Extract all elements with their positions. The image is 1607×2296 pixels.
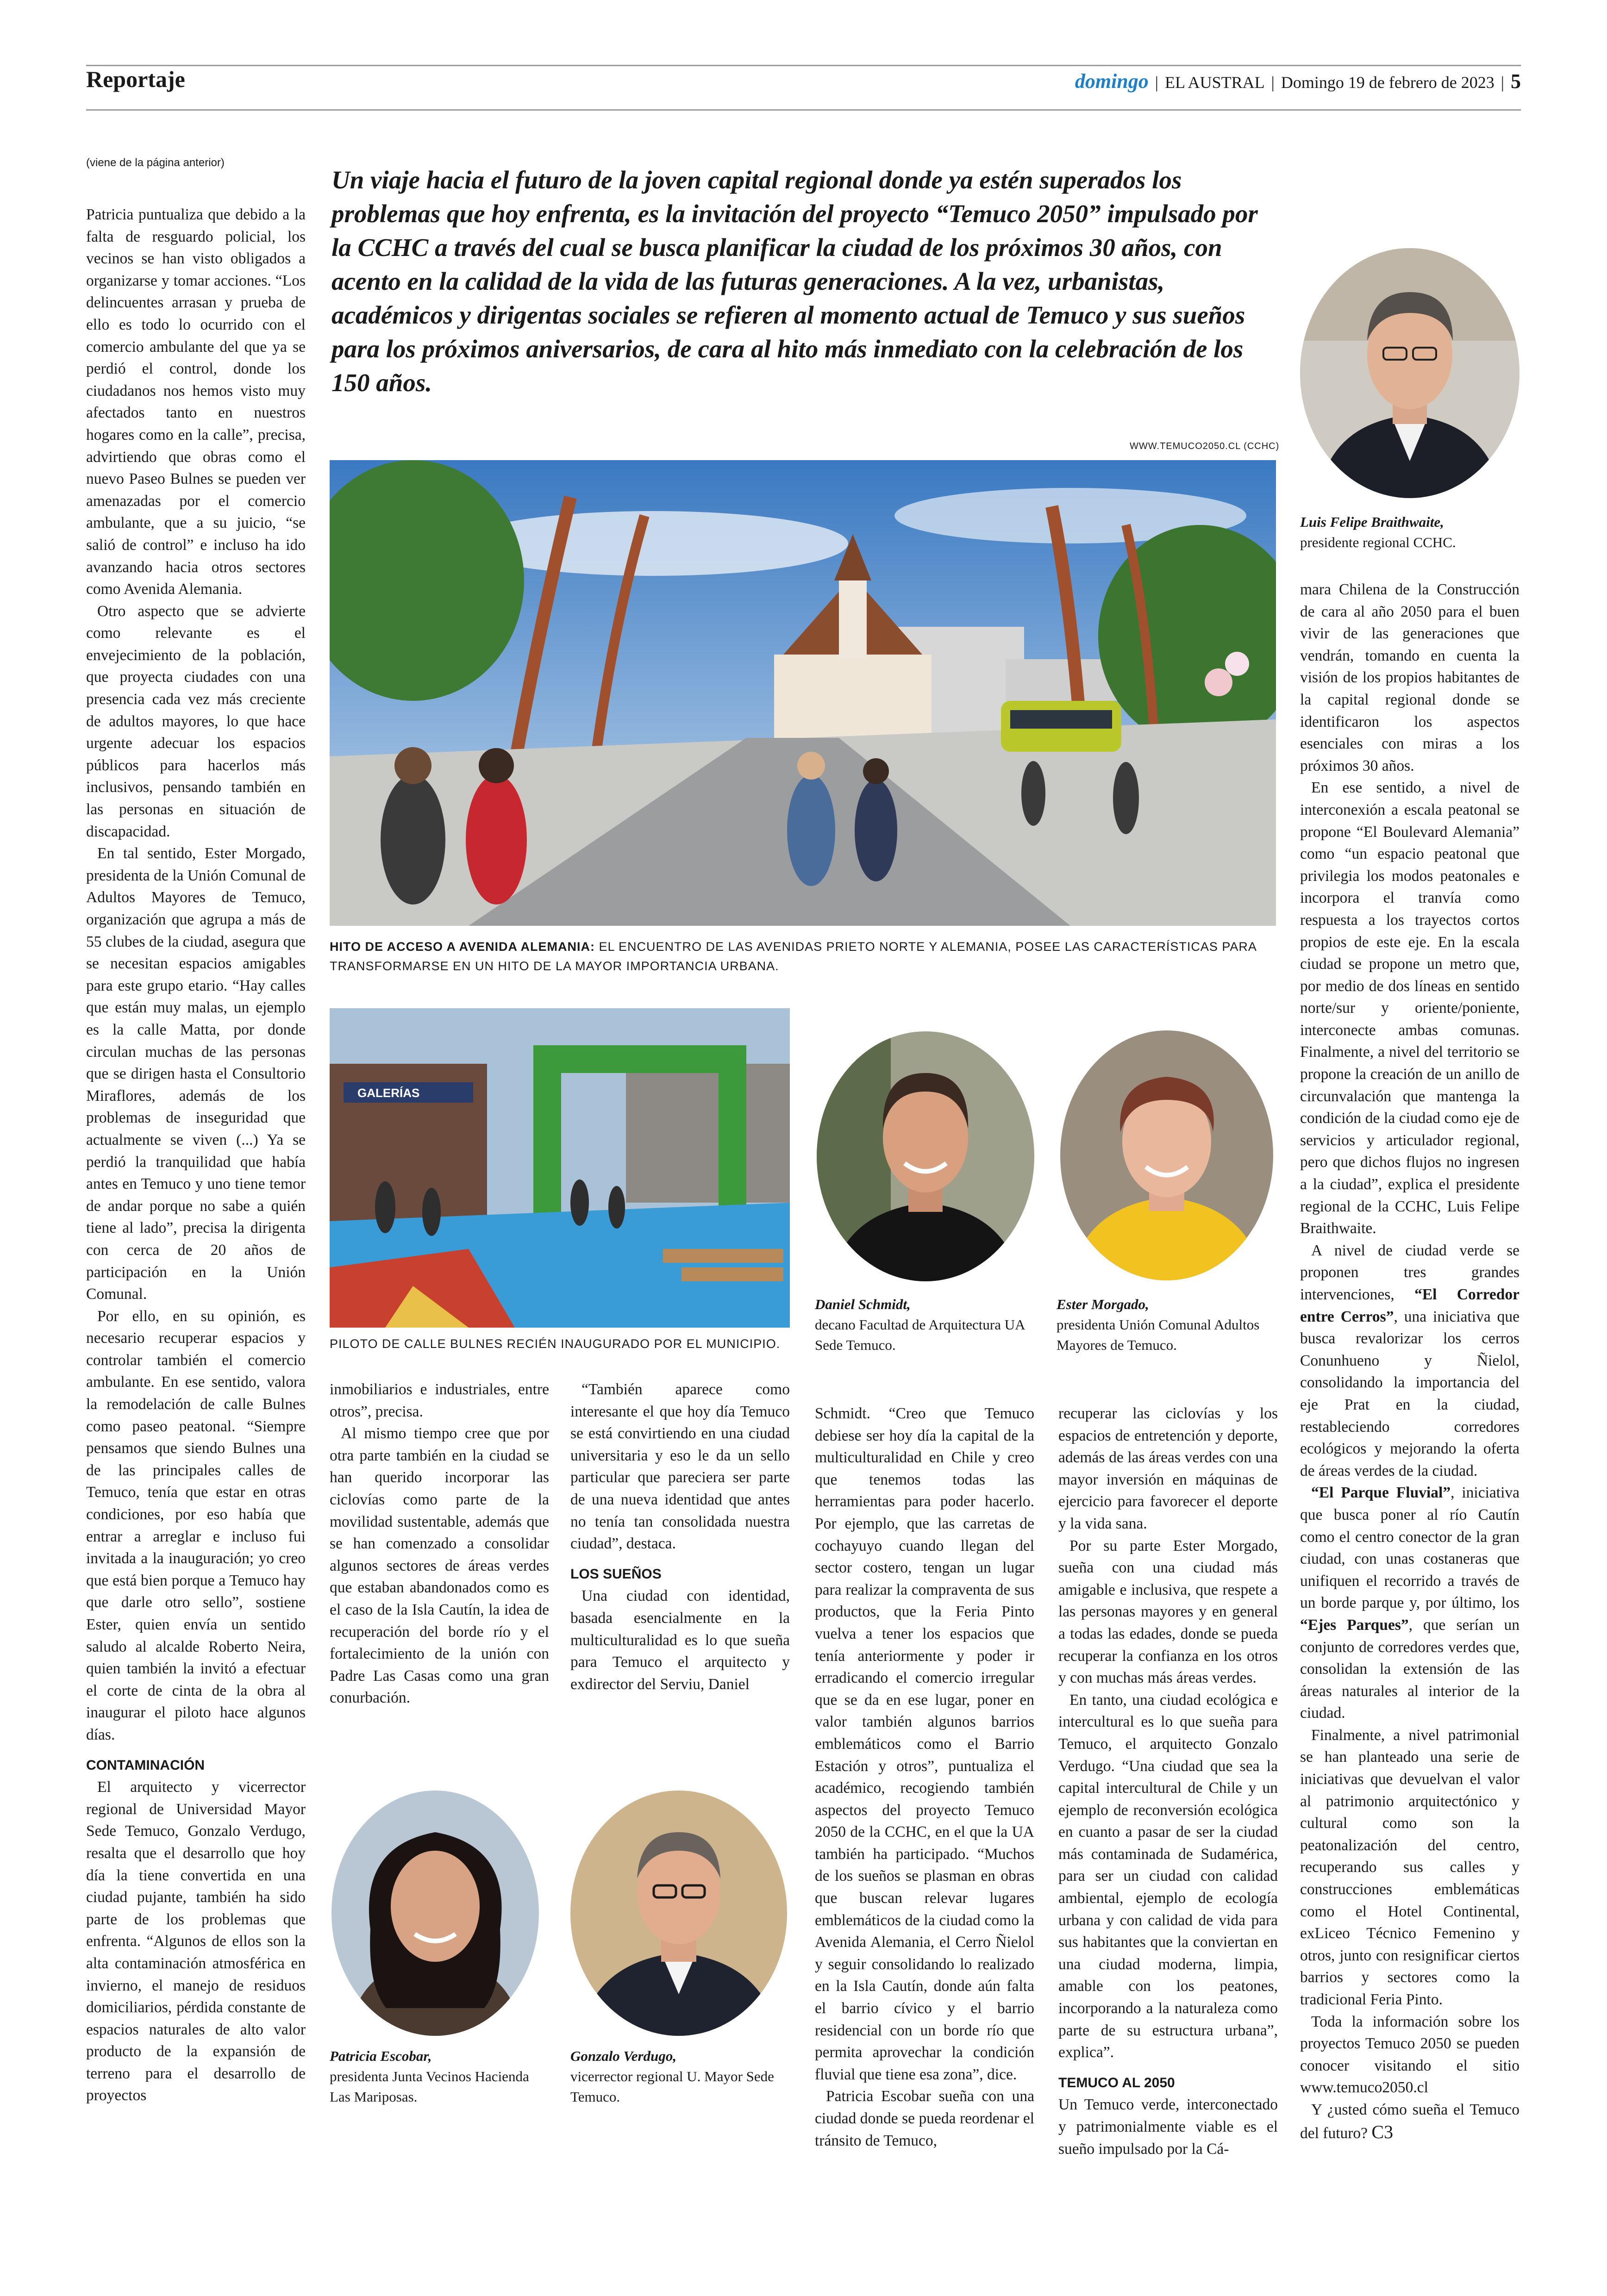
verdugo-role: vicerrector regional U. Mayor Sede Temuco. [570,2068,774,2105]
paragraph: Una ciudad con identidad, basada esencialmente en la multiculturalidad es lo que sueña para Temuco el arquitecto y exdirector del Serviu, Daniel [570,1587,790,1693]
schmidt-role: decano Facultad de Arquitectura UA Sede Temuco. [815,1316,1025,1353]
paragraph: mara Chilena de la Construcción de cara al año 2050 para el buen vivir de las generaciones que vendrán, tomando en cuenta la visión de los propios habitantes de la capital regional donde se identificaron los aspectos esenciales con miras a los próximos 30 años. [1300,581,1519,774]
page-number: 5 [1511,70,1521,93]
paragraph: En tal sentido, Ester Morgado, presidenta de la Unión Comunal de Adultos Mayores de Temuco, organización que agrupa a más de 55 clubes de la ciudad, asegura que se necesitan espacios amigables para este grupo etario. “Hay calles que están muy malas, un ejemplo es la calle Matta, por donde circulan muchas de las personas que se dirigen hasta el Consultorio Miraflores, además de los problemas de inseguridad que actualmente se viven (...) Ya se perdió la tranquilidad que había antes en Temuco y uno tiene temor de andar porque no sabe a quién tiene al lado”, precisa la dirigenta con cerca de 20 años de participación en la Unión Comunal. [86,845,306,1303]
escobar-portrait [331,1791,539,2036]
header-rule [86,109,1521,111]
article-column-2 [330,1379,549,1709]
main-photo-caption [330,937,1276,976]
paragraph: Patricia puntualiza que debido a la falta de resguardo policial, los vecinos se han visto obligados a organizarse y tomar acciones. “Los delincuentes arrasan y prueba de ello es todo lo ocurrido con el comercio ambulante del que ya se perdió el control, donde los ciudadanos nos hemos visto muy afectados tanto en nuestros hogares como en la calle”, precisa, advirtiendo que obras como el nuevo Paseo Bulnes se pueden ver amenazadas por el comercio ambulante, que a su juicio, “se salió de control” e incluso ha ido avanzando hacia otros sectores como Avenida Alemania. [86,206,306,598]
verdugo-name: Gonzalo Verdugo, [570,2048,677,2064]
main-photo-render [330,460,1276,926]
text-span: , una iniciativa que busca revalorizar los cerros Conunhueno y Ñielol, consolidando la importancia del eje Prat en la ciudad, restableciendo corredores ecológicos y mejorando la oferta de áreas verdes de la ciudad. [1300,1308,1519,1479]
paragraph: Toda la información sobre los proyectos Temuco 2050 se pueden conocer visitando el sitio www.temuco2050.cl [1300,2013,1519,2096]
end-mark: C3 [1371,2121,1394,2142]
paragraph: “También aparece como interesante el que hoy día Temuco se está convirtiendo en una ciudad universitaria y eso le da un sello particular que pareciera ser parte de una nueva identidad que antes no tenía tan consolidada nuestra ciudad”, destaca. [570,1381,790,1553]
continued-note: (viene de la página anterior) [86,156,225,169]
paragraph: inmobiliarios e industriales, entre otros”, precisa. [330,1381,549,1420]
schmidt-caption [815,1294,1042,1355]
paragraph: Un Temuco verde, interconectado y patrimonialmente viable es el sueño impulsado por la Cá- [1058,2096,1278,2158]
supplement-name: domingo [1075,70,1149,93]
article-column-4 [815,1403,1034,2152]
braithwaite-caption [1300,512,1522,553]
verdugo-portrait [570,1791,787,2036]
escobar-name: Patricia Escobar, [330,2048,432,2064]
paragraph: Otro aspecto que se advierte como relevante es el envejecimiento de la población, que proyecta ciudades con una presencia cada vez más creciente de adultos mayores, lo que hace urgente adecuar los espacios públicos para hacerlos más inclusivos, pensando también en las personas en situación de discapacidad. [86,602,306,840]
paragraph: Al mismo tiempo cree que por otra parte también en la ciudad se han querido incorporar las ciclovías como parte de la movilidad sustentable, además que se han comenzado a consolidar algunos sectores de áreas verdes que estaban abandonados como es el caso de la Isla Cautín, la idea de recuperación del borde río y el fortalecimiento de la unión con Padre Las Casas como una gran conurbación. [330,1425,549,1707]
text-span: , iniciativa que busca poner al río Cautín como el centro conector de la gran ciudad, con unas costaneras que unifiquen el recorrido a través de un borde parque y, por último, los [1300,1484,1519,1612]
masthead: domingo | EL AUSTRAL | Domingo 19 de febrero de 2023 | 5 [1075,70,1521,93]
paragraph [1300,2099,1519,2144]
galerias-sign: GALERÍAS [357,1086,420,1100]
paragraph: El arquitecto y vicerrector regional de Universidad Mayor Sede Temuco, Gonzalo Verdugo, resalta que el desarrollo que hoy día la tiene convertida en una ciudad pujante, también ha sido parte de los problemas que enfrenta. “Algunos de ellos son la alta contaminación atmosférica en invierno, el manejo de residuos domiciliarios, pérdida constante de espacios naturales de alto valor producto de la expansión de terreno para el desarrollo de proyectos [86,1778,306,2104]
schmidt-name: Daniel Schmidt, [815,1296,911,1312]
article-column-3 [570,1379,790,1695]
morgado-name: Ester Morgado, [1057,1296,1149,1312]
morgado-caption [1057,1294,1279,1355]
braithwaite-role: presidente regional CCHC. [1300,534,1456,550]
subheading-temuco-2050: TEMUCO AL 2050 [1058,2075,1175,2090]
braithwaite-name: Luis Felipe Braithwaite, [1300,514,1444,530]
braithwaite-portrait [1300,248,1519,498]
paragraph: Schmidt. “Creo que Temuco debiese ser hoy día la capital de la multiculturalidad en Chile y creo que tenemos todas las herramientas para poder hacerlo. Por ejemplo, que las carretas de cochayuyo cuando llegan del sector costero, tengan un lugar para realizar la compraventa de sus productos, que la Feria Pinto vuelva a tener los espacios que tenía anteriormente y poder ir erradicando el comercio irregular que se da en ese lugar, poner en valor también algunos barrios emblemáticos como el Barrio Estación y otros”, puntualiza el académico, recogiendo también aspectos del proyecto Temuco 2050 de la CCHC, en el que la UA también ha participado. “Muchos de los sueños se plasman en obras que buscan relevar lugares emblemáticos de la ciudad como la Avenida Alemania, el Cerro Ñielol y seguir consolidando lo realizado en la Isla Cautín, donde aún falta el barrio cívico y el barrio residencial con un borde río que permita aprovechar la condición fluvial que tiene esa zona”, dice. [815,1405,1034,2083]
main-caption-title: HITO DE ACCESO A AVENIDA ALEMANIA: [330,940,595,954]
escobar-role: presidenta Junta Vecinos Hacienda Las Mariposas. [330,2068,529,2105]
highlight-corredor: “El Corredor entre Cerros” [1300,1286,1519,1325]
top-rule [86,65,1521,66]
main-caption-text: EL ENCUENTRO DE LAS AVENIDAS PRIETO NORTE Y ALEMANIA, POSEE LAS CARACTERÍSTICAS PARA TRANSFORMARSE EN UN HITO DE LA MAYOR IMPORTANCIA URBANA. [330,940,1257,973]
subheading-contaminacion: CONTAMINACIÓN [86,1757,205,1773]
bulnes-photo [330,1008,790,1328]
article-lead: Un viaje hacia el futuro de la joven capital regional donde ya estén superados los problemas que hoy enfrenta, es la invitación del proyecto “Temuco 2050” impulsado por la CCHC a través del cual se busca planificar la ciudad de los próximos 30 años, con acento en la calidad de la vida de las futuras generaciones. A la vez, urbanistas, académicos y dirigentas sociales se refieren al momento actual de Temuco y sus sueños para los próximos aniversarios, de cara al hito más inmediato con la celebración de los 150 años. [331,166,1258,397]
text-span: , que serían un conjunto de corredores verdes que, consolidan la extensión de las áreas naturales al interior de la ciudad. [1300,1616,1519,1722]
section-label: Reportaje [86,66,185,92]
paragraph [1300,1482,1519,1724]
paragraph: Por su parte Ester Morgado, sueña con una ciudad más amigable e inclusiva, que respete a las personas mayores y en general a todas las edades, donde se pueda recuperar la confianza en los otros y con muchas más áreas verdes. [1058,1537,1278,1687]
article-column-6 [1300,579,1519,2144]
highlight-parque-fluvial: “El Parque Fluvial” [1311,1484,1451,1502]
morgado-portrait [1060,1030,1273,1280]
paragraph: En ese sentido, a nivel de interconexión a escala peatonal se propone “El Boulevard Alemania” como “un espacio peatonal que privilegia los modos peatonales e incorpora el tranvía como respuesta a los trayectos cortos propios de este eje. En la escala ciudad se propone un metro que, por medio de dos líneas en sentido norte/sur y oriente/poniente, interconecte ambas comunas. Finalmente, a nivel del territorio se propone la creación de un anillo de circunvalación que mantenga la condición de la ciudad como eje de servicios y articulador regional, pero que dichos flujos no ingresen a la ciudad”, explica el presidente regional de la CCHC, Luis Felipe Braithwaite. [1300,779,1519,1237]
paragraph: Por ello, en su opinión, es necesario recuperar espacios y controlar también el comercio ambulante. En ese sentido, valora la remodelación de calle Bulnes como paseo peatonal. “Siempre pensamos que siendo Bulnes una de las principales calles de Temuco, tenía que estar en otras condiciones, por eso había que entrar a arreglar e incluso fui invitada a la inauguración; yo creo que está bien porque a Temuco hay que darle otro sello”, sostiene Ester, quien envía un sentido saludo al alcalde Roberto Neira, quien también la invitó a efectuar el corte de cinta de la obra al inaugurar el piloto hace algunos días. [86,1307,306,1743]
verdugo-caption [570,2046,788,2107]
text-span: A nivel de ciudad verde se proponen tres grandes intervenciones, [1300,1242,1519,1303]
paragraph: Patricia Escobar sueña con una ciudad donde se pueda reordenar el tránsito de Temuco, [815,2088,1034,2149]
text-span: Y ¿usted cómo sueña el Temuco del futuro? [1300,2101,1519,2142]
issue-date: Domingo 19 de febrero de 2023 [1281,73,1494,92]
newspaper-name: EL AUSTRAL [1165,73,1265,92]
highlight-ejes-parques: “Ejes Parques” [1300,1616,1409,1634]
photo-credit: WWW.TEMUCO2050.CL (CCHC) [1130,441,1280,451]
paragraph: En tanto, una ciudad ecológica e intercultural es lo que sueña para Temuco, el arquitecto Gonzalo Verdugo. “Una ciudad que sea la capital intercultural de Chile y un ejemplo de reconversión ecológica en cuanto a pasar de ser la ciudad más contaminada de Sudamérica, para ser un ciudad con calidad ambiental, ejemplo de ecología urbana y con calidad de vida para sus habitantes que la conviertan en una ciudad moderna, limpia, amable con los peatones, incorporando a la naturaleza como parte de su estructura urbana”, explica”. [1058,1691,1278,2061]
morgado-role: presidenta Unión Comunal Adultos Mayores de Temuco. [1057,1316,1260,1353]
subheading-los-suenos: LOS SUEÑOS [570,1566,662,1582]
article-column-5 [1058,1403,1278,2160]
schmidt-portrait [817,1031,1034,1281]
article-column-1 [86,204,306,2107]
paragraph: recuperar las ciclovías y los espacios de entretención y deporte, además de las áreas verdes con una mayor inversión en máquinas de ejercicio para favorecer el deporte y la vida sana. [1058,1405,1278,1532]
paragraph: Finalmente, a nivel patrimonial se han planteado una serie de iniciativas que devuelvan el valor al patrimonio arquitectónico y cultural como son la peatonalización del centro, recuperando sus calles y construcciones emblemáticas como el Hotel Continental, exLiceo Técnico Femenino y otros, junto con resignificar ciertos barrios y sectores como la tradicional Feria Pinto. [1300,1726,1519,2008]
bulnes-caption: PILOTO DE CALLE BULNES RECIÉN INAUGURADO POR EL MUNICIPIO. [330,1337,781,1351]
paragraph [1300,1240,1519,1482]
escobar-caption [330,2046,547,2107]
